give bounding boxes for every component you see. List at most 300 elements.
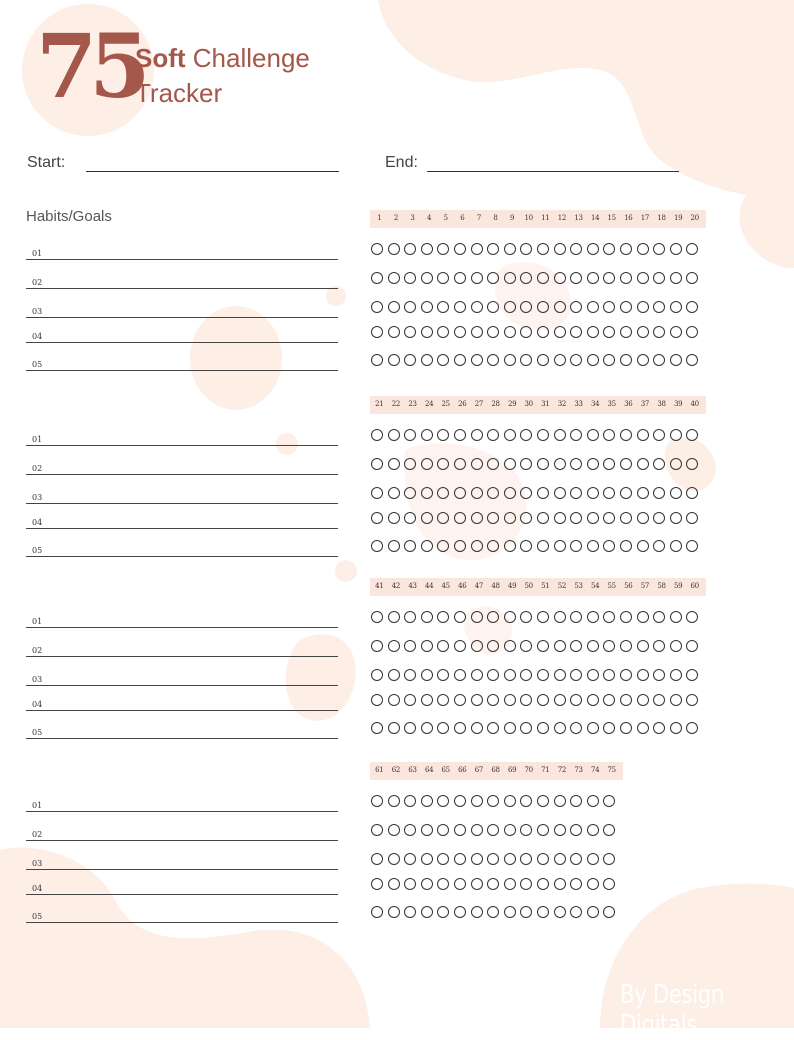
day-checkbox[interactable]: [421, 906, 433, 918]
day-checkbox[interactable]: [504, 458, 516, 470]
day-checkbox[interactable]: [371, 694, 383, 706]
day-checkbox[interactable]: [670, 429, 682, 441]
day-checkbox[interactable]: [554, 824, 566, 836]
habit-line[interactable]: [26, 512, 338, 529]
day-checkbox[interactable]: [471, 512, 483, 524]
day-number: 13: [574, 214, 583, 222]
day-checkbox[interactable]: [504, 722, 516, 734]
day-checkbox[interactable]: [620, 722, 632, 734]
day-checkbox[interactable]: [620, 540, 632, 552]
day-checkbox[interactable]: [454, 272, 466, 284]
day-checkbox[interactable]: [504, 853, 516, 865]
brand-signature: By Design Digitals: [620, 980, 724, 1040]
day-checkbox[interactable]: [637, 429, 649, 441]
day-checkbox[interactable]: [371, 722, 383, 734]
day-checkbox[interactable]: [637, 243, 649, 255]
day-number: 54: [590, 582, 600, 590]
day-checkbox[interactable]: [454, 540, 466, 552]
day-checkbox[interactable]: [670, 243, 682, 255]
day-checkbox[interactable]: [421, 326, 433, 338]
day-checkbox[interactable]: [620, 512, 632, 524]
day-checkbox[interactable]: [371, 326, 383, 338]
day-checkbox[interactable]: [537, 243, 549, 255]
day-checkbox[interactable]: [371, 669, 383, 681]
day-checkbox[interactable]: [670, 326, 682, 338]
day-checkbox[interactable]: [388, 429, 400, 441]
habit-line[interactable]: [26, 326, 338, 343]
day-checkbox[interactable]: [504, 487, 516, 499]
day-number: 18: [657, 214, 666, 222]
day-checkbox[interactable]: [554, 540, 566, 552]
day-checkbox[interactable]: [537, 640, 549, 652]
habit-line[interactable]: [26, 301, 338, 318]
day-checkbox[interactable]: [388, 878, 400, 890]
habit-line[interactable]: [26, 640, 338, 657]
habit-number: 02: [32, 464, 43, 473]
day-checkbox[interactable]: [471, 824, 483, 836]
day-checkbox[interactable]: [388, 354, 400, 366]
day-checkbox[interactable]: [454, 326, 466, 338]
day-checkbox[interactable]: [620, 326, 632, 338]
day-checkbox[interactable]: [421, 301, 433, 313]
habit-number: 04: [32, 332, 43, 341]
day-checkbox[interactable]: [587, 878, 599, 890]
day-number: 32: [557, 400, 567, 408]
day-checkbox[interactable]: [388, 611, 400, 623]
day-checkbox[interactable]: [371, 640, 383, 652]
day-checkbox[interactable]: [670, 669, 682, 681]
day-checkbox[interactable]: [537, 512, 549, 524]
day-checkbox[interactable]: [471, 326, 483, 338]
day-checkbox[interactable]: [421, 878, 433, 890]
day-number: 24: [424, 400, 434, 408]
habit-line[interactable]: [26, 878, 338, 895]
day-checkbox[interactable]: [537, 611, 549, 623]
day-checkbox[interactable]: [504, 906, 516, 918]
day-checkbox[interactable]: [454, 354, 466, 366]
day-checkbox[interactable]: [554, 301, 566, 313]
habit-number: 05: [32, 728, 43, 737]
day-checkbox[interactable]: [471, 272, 483, 284]
day-checkbox[interactable]: [637, 301, 649, 313]
day-checkbox[interactable]: [421, 243, 433, 255]
day-checkbox[interactable]: [388, 722, 400, 734]
day-checkbox[interactable]: [554, 694, 566, 706]
day-checkbox[interactable]: [421, 354, 433, 366]
day-checkbox[interactable]: [620, 640, 632, 652]
day-checkbox[interactable]: [637, 272, 649, 284]
day-checkbox[interactable]: [471, 611, 483, 623]
day-number: 43: [408, 582, 417, 590]
day-checkbox[interactable]: [504, 694, 516, 706]
day-number: 52: [557, 582, 567, 590]
day-checkbox[interactable]: [504, 795, 516, 807]
day-checkbox[interactable]: [421, 795, 433, 807]
day-checkbox[interactable]: [637, 669, 649, 681]
day-checkbox[interactable]: [388, 272, 400, 284]
habit-line[interactable]: [26, 272, 338, 289]
day-checkbox[interactable]: [670, 354, 682, 366]
day-checkbox[interactable]: [371, 853, 383, 865]
title-line-1: [135, 45, 310, 71]
day-checkbox[interactable]: [587, 722, 599, 734]
start-date-field[interactable]: [86, 171, 339, 172]
habit-line[interactable]: [26, 795, 338, 812]
day-checkbox[interactable]: [504, 669, 516, 681]
habit-line[interactable]: [26, 694, 338, 711]
day-checkbox[interactable]: [587, 824, 599, 836]
day-checkbox[interactable]: [371, 429, 383, 441]
habit-line[interactable]: [26, 429, 338, 446]
day-checkbox[interactable]: [637, 354, 649, 366]
day-number: 47: [474, 582, 484, 590]
day-number-band: [370, 762, 623, 780]
day-checkbox[interactable]: [371, 878, 383, 890]
day-checkbox[interactable]: [454, 243, 466, 255]
day-checkbox[interactable]: [587, 906, 599, 918]
day-checkbox[interactable]: [670, 640, 682, 652]
day-checkbox[interactable]: [471, 795, 483, 807]
title-tracker-word: Tracker: [135, 78, 223, 108]
day-checkbox[interactable]: [388, 824, 400, 836]
day-checkbox[interactable]: [587, 272, 599, 284]
habit-line[interactable]: [26, 906, 338, 923]
day-checkbox[interactable]: [454, 669, 466, 681]
day-checkbox[interactable]: [504, 354, 516, 366]
day-checkbox[interactable]: [504, 540, 516, 552]
day-checkbox[interactable]: [471, 640, 483, 652]
day-checkbox[interactable]: [504, 640, 516, 652]
day-checkbox[interactable]: [587, 458, 599, 470]
day-checkbox[interactable]: [537, 458, 549, 470]
habit-line[interactable]: [26, 611, 338, 628]
day-checkbox[interactable]: [537, 906, 549, 918]
day-checkbox[interactable]: [537, 487, 549, 499]
day-checkbox[interactable]: [421, 272, 433, 284]
habit-line[interactable]: [26, 722, 338, 739]
day-checkbox[interactable]: [388, 301, 400, 313]
day-checkbox[interactable]: [421, 429, 433, 441]
day-checkbox[interactable]: [454, 487, 466, 499]
day-number: 5: [443, 214, 448, 222]
day-number: 39: [673, 400, 683, 408]
day-checkbox[interactable]: [537, 326, 549, 338]
day-checkbox[interactable]: [388, 694, 400, 706]
day-checkbox[interactable]: [620, 272, 632, 284]
day-checkbox[interactable]: [454, 512, 466, 524]
day-checkbox[interactable]: [670, 722, 682, 734]
day-checkbox[interactable]: [554, 853, 566, 865]
habit-line[interactable]: [26, 540, 338, 557]
day-number: 70: [524, 766, 533, 774]
habit-number: 01: [32, 801, 43, 810]
habit-line[interactable]: [26, 487, 338, 504]
blob-dot-small-2: [335, 560, 357, 582]
day-checkbox[interactable]: [421, 487, 433, 499]
habit-line[interactable]: [26, 458, 338, 475]
day-checkbox[interactable]: [471, 906, 483, 918]
day-checkbox[interactable]: [637, 640, 649, 652]
day-checkbox[interactable]: [471, 540, 483, 552]
day-checkbox[interactable]: [537, 853, 549, 865]
day-number: 55: [607, 582, 616, 590]
day-checkbox[interactable]: [537, 795, 549, 807]
day-checkbox[interactable]: [587, 487, 599, 499]
day-checkbox[interactable]: [670, 272, 682, 284]
day-checkbox[interactable]: [471, 354, 483, 366]
day-number: 10: [524, 214, 533, 222]
day-checkbox[interactable]: [670, 694, 682, 706]
day-checkbox[interactable]: [454, 878, 466, 890]
day-number: 73: [574, 766, 583, 774]
habit-line[interactable]: [26, 853, 338, 870]
habit-number: 03: [32, 307, 43, 316]
day-checkbox[interactable]: [620, 243, 632, 255]
day-checkbox[interactable]: [371, 487, 383, 499]
day-checkbox[interactable]: [371, 824, 383, 836]
day-checkbox[interactable]: [371, 906, 383, 918]
day-checkbox[interactable]: [554, 326, 566, 338]
title-challenge-word: Challenge: [192, 43, 310, 73]
day-number: 72: [557, 766, 567, 774]
habit-line[interactable]: [26, 354, 338, 371]
day-number: 25: [441, 400, 450, 408]
habit-number: 05: [32, 912, 43, 921]
day-number: 66: [458, 766, 467, 774]
day-checkbox[interactable]: [537, 429, 549, 441]
day-checkbox[interactable]: [620, 694, 632, 706]
day-checkbox[interactable]: [504, 878, 516, 890]
day-checkbox[interactable]: [471, 853, 483, 865]
day-checkbox[interactable]: [371, 243, 383, 255]
day-checkbox[interactable]: [537, 694, 549, 706]
day-number: 41: [375, 582, 384, 590]
day-checkbox[interactable]: [388, 795, 400, 807]
day-checkbox[interactable]: [471, 243, 483, 255]
day-checkbox[interactable]: [537, 722, 549, 734]
day-number: 12: [557, 214, 567, 222]
day-checkbox[interactable]: [620, 487, 632, 499]
day-checkbox[interactable]: [421, 512, 433, 524]
day-checkbox[interactable]: [388, 669, 400, 681]
day-checkbox[interactable]: [587, 540, 599, 552]
day-checkbox[interactable]: [554, 458, 566, 470]
day-checkbox[interactable]: [388, 640, 400, 652]
day-number: 36: [624, 400, 633, 408]
end-label: End:: [385, 154, 418, 171]
day-number: 26: [458, 400, 467, 408]
day-checkbox[interactable]: [587, 694, 599, 706]
day-checkbox[interactable]: [421, 722, 433, 734]
day-checkbox[interactable]: [454, 611, 466, 623]
day-checkbox[interactable]: [421, 824, 433, 836]
day-checkbox[interactable]: [587, 429, 599, 441]
day-checkbox[interactable]: [504, 611, 516, 623]
day-number: 56: [624, 582, 633, 590]
day-checkbox[interactable]: [504, 512, 516, 524]
day-checkbox[interactable]: [504, 243, 516, 255]
day-checkbox[interactable]: [454, 694, 466, 706]
day-checkbox[interactable]: [554, 429, 566, 441]
day-checkbox[interactable]: [620, 458, 632, 470]
day-checkbox[interactable]: [371, 795, 383, 807]
day-checkbox[interactable]: [554, 512, 566, 524]
day-checkbox[interactable]: [371, 354, 383, 366]
day-number: 3: [410, 214, 415, 222]
end-date-field[interactable]: [427, 171, 679, 172]
day-checkbox[interactable]: [454, 906, 466, 918]
day-checkbox[interactable]: [587, 301, 599, 313]
day-checkbox[interactable]: [454, 722, 466, 734]
day-number: 61: [375, 766, 384, 774]
day-checkbox[interactable]: [637, 487, 649, 499]
day-checkbox[interactable]: [637, 722, 649, 734]
day-checkbox[interactable]: [388, 458, 400, 470]
day-number: 4: [427, 214, 432, 222]
day-checkbox[interactable]: [554, 487, 566, 499]
day-checkbox[interactable]: [537, 540, 549, 552]
day-checkbox[interactable]: [587, 640, 599, 652]
day-checkbox[interactable]: [587, 853, 599, 865]
day-checkbox[interactable]: [471, 487, 483, 499]
day-checkbox[interactable]: [587, 669, 599, 681]
day-checkbox[interactable]: [388, 487, 400, 499]
day-checkbox[interactable]: [620, 429, 632, 441]
day-number: 69: [507, 766, 517, 774]
day-number: 22: [391, 400, 401, 408]
day-checkbox[interactable]: [670, 301, 682, 313]
day-checkbox[interactable]: [454, 824, 466, 836]
day-checkbox[interactable]: [421, 611, 433, 623]
day-checkbox[interactable]: [537, 301, 549, 313]
day-checkbox[interactable]: [454, 301, 466, 313]
day-checkbox[interactable]: [388, 243, 400, 255]
day-checkbox[interactable]: [670, 512, 682, 524]
day-checkbox[interactable]: [637, 694, 649, 706]
day-checkbox[interactable]: [371, 512, 383, 524]
day-checkbox[interactable]: [388, 540, 400, 552]
day-checkbox[interactable]: [537, 669, 549, 681]
day-checkbox[interactable]: [388, 326, 400, 338]
day-checkbox[interactable]: [471, 429, 483, 441]
day-checkbox[interactable]: [537, 878, 549, 890]
day-checkbox[interactable]: [504, 429, 516, 441]
day-checkbox[interactable]: [620, 354, 632, 366]
day-checkbox[interactable]: [670, 487, 682, 499]
day-number: 45: [441, 582, 450, 590]
day-checkbox[interactable]: [471, 301, 483, 313]
day-number: 33: [574, 400, 583, 408]
day-checkbox[interactable]: [454, 458, 466, 470]
day-checkbox[interactable]: [587, 795, 599, 807]
day-checkbox[interactable]: [454, 795, 466, 807]
day-checkbox[interactable]: [587, 611, 599, 623]
day-checkbox[interactable]: [421, 640, 433, 652]
day-checkbox[interactable]: [670, 458, 682, 470]
day-checkbox[interactable]: [388, 906, 400, 918]
day-checkbox[interactable]: [388, 853, 400, 865]
day-checkbox[interactable]: [471, 458, 483, 470]
day-checkbox[interactable]: [554, 906, 566, 918]
habits-goals-heading: Habits/Goals: [26, 208, 112, 225]
day-checkbox[interactable]: [637, 512, 649, 524]
day-checkbox[interactable]: [554, 669, 566, 681]
day-checkbox[interactable]: [670, 540, 682, 552]
day-checkbox[interactable]: [620, 611, 632, 623]
day-checkbox[interactable]: [554, 722, 566, 734]
habit-line[interactable]: [26, 669, 338, 686]
day-checkbox[interactable]: [637, 540, 649, 552]
day-checkbox[interactable]: [587, 512, 599, 524]
day-checkbox[interactable]: [620, 301, 632, 313]
day-number: 40: [690, 400, 699, 408]
day-checkbox[interactable]: [537, 354, 549, 366]
day-checkbox[interactable]: [587, 354, 599, 366]
day-checkbox[interactable]: [637, 458, 649, 470]
day-checkbox[interactable]: [637, 611, 649, 623]
habit-number: 04: [32, 518, 43, 527]
day-number: 74: [590, 766, 600, 774]
habit-number: 03: [32, 859, 43, 868]
day-checkbox[interactable]: [454, 853, 466, 865]
day-checkbox[interactable]: [554, 795, 566, 807]
day-checkbox[interactable]: [454, 640, 466, 652]
day-checkbox[interactable]: [421, 853, 433, 865]
day-checkbox[interactable]: [587, 243, 599, 255]
day-checkbox[interactable]: [504, 824, 516, 836]
day-checkbox[interactable]: [371, 272, 383, 284]
day-checkbox[interactable]: [587, 326, 599, 338]
day-checkbox[interactable]: [554, 354, 566, 366]
day-checkbox[interactable]: [554, 611, 566, 623]
habit-number: 02: [32, 830, 43, 839]
day-checkbox[interactable]: [471, 878, 483, 890]
day-checkbox[interactable]: [637, 326, 649, 338]
day-checkbox[interactable]: [554, 640, 566, 652]
day-checkbox[interactable]: [554, 878, 566, 890]
day-checkbox[interactable]: [554, 272, 566, 284]
day-checkbox[interactable]: [421, 540, 433, 552]
day-number: 68: [491, 766, 500, 774]
day-checkbox[interactable]: [471, 669, 483, 681]
day-checkbox[interactable]: [554, 243, 566, 255]
day-checkbox[interactable]: [504, 301, 516, 313]
day-checkbox[interactable]: [471, 722, 483, 734]
day-number: 20: [690, 214, 699, 222]
day-checkbox[interactable]: [620, 669, 632, 681]
day-checkbox[interactable]: [371, 301, 383, 313]
day-number: 27: [474, 400, 484, 408]
day-checkbox[interactable]: [421, 669, 433, 681]
day-checkbox[interactable]: [421, 458, 433, 470]
day-checkbox[interactable]: [537, 824, 549, 836]
day-checkbox[interactable]: [388, 512, 400, 524]
day-checkbox[interactable]: [371, 458, 383, 470]
day-checkbox[interactable]: [471, 694, 483, 706]
habit-line[interactable]: [26, 243, 338, 260]
day-number: 21: [375, 400, 384, 408]
day-checkbox[interactable]: [670, 611, 682, 623]
day-checkbox[interactable]: [421, 694, 433, 706]
day-number: 29: [507, 400, 517, 408]
day-checkbox[interactable]: [371, 540, 383, 552]
day-checkbox[interactable]: [371, 611, 383, 623]
day-checkbox[interactable]: [537, 272, 549, 284]
day-checkbox[interactable]: [504, 326, 516, 338]
day-checkbox[interactable]: [504, 272, 516, 284]
day-checkbox[interactable]: [454, 429, 466, 441]
habit-line[interactable]: [26, 824, 338, 841]
